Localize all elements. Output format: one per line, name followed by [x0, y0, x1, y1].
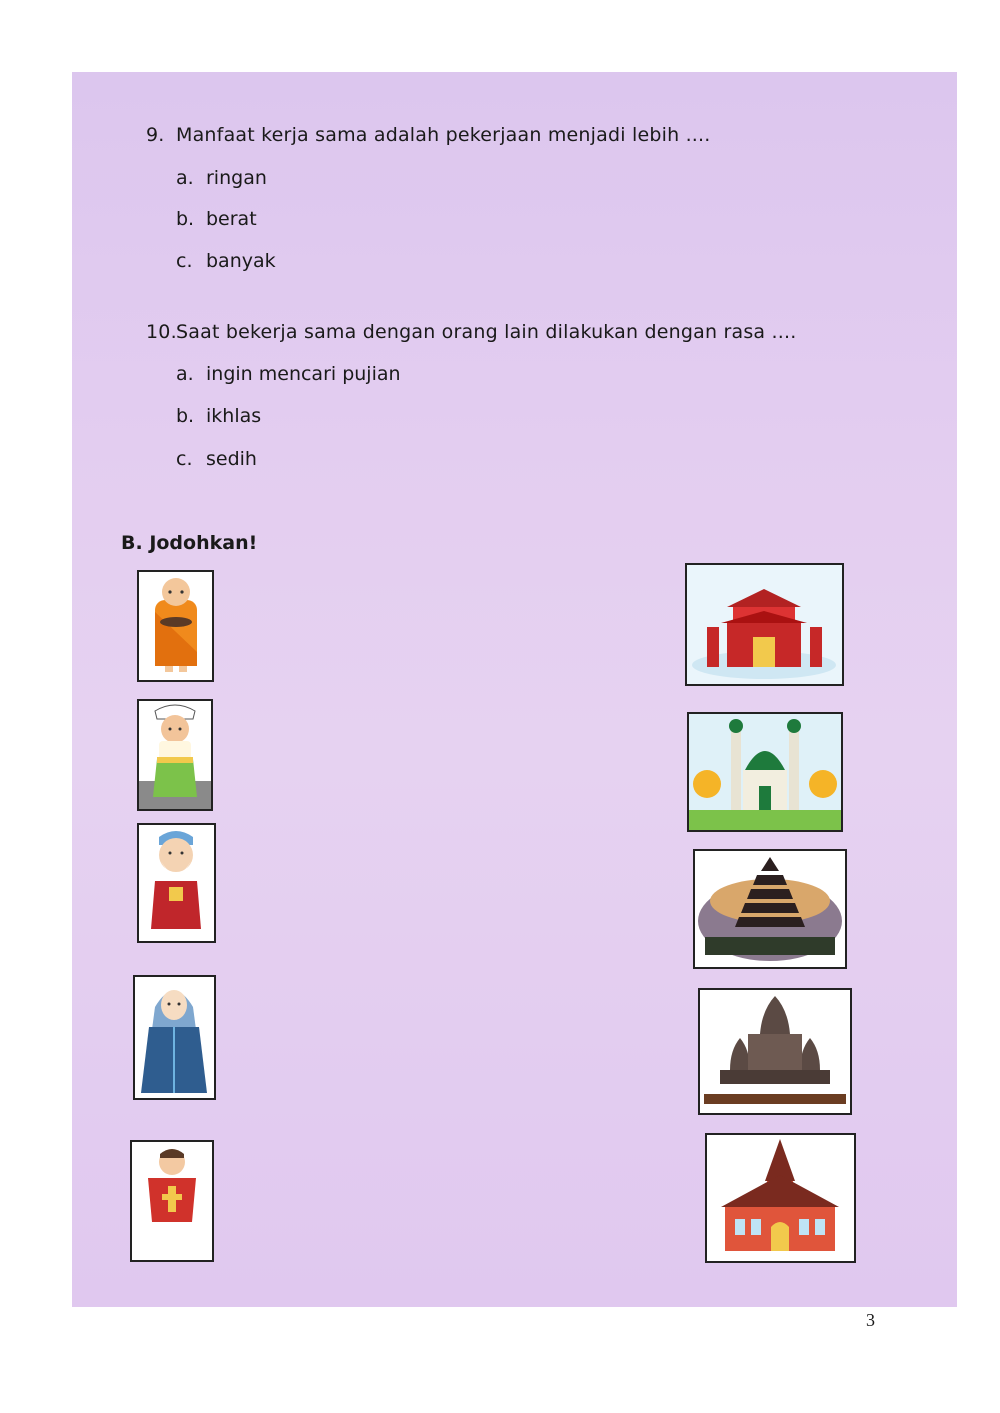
match-right-buddhist-temple[interactable]	[698, 988, 852, 1115]
option-letter: b.	[176, 405, 195, 427]
question-text: Saat bekerja sama dengan orang lain dilakukan dengan rasa ....	[176, 321, 797, 343]
match-right-church[interactable]	[705, 1133, 856, 1263]
catholic-priest-icon	[132, 1142, 212, 1260]
option-10a[interactable]	[176, 363, 401, 385]
option-text: ingin mencari pujian	[206, 363, 401, 385]
question-9	[146, 124, 711, 146]
match-right-bali-pura[interactable]	[693, 849, 847, 969]
option-letter: c.	[176, 250, 193, 272]
option-text: sedih	[206, 448, 257, 470]
match-left-muslim-woman[interactable]	[133, 975, 216, 1100]
question-10	[146, 321, 796, 343]
option-9b[interactable]	[176, 208, 257, 230]
option-letter: b.	[176, 208, 195, 230]
balinese-pura-icon	[695, 851, 845, 967]
section-title: B. Jodohkan!	[121, 532, 258, 554]
confucian-elder-icon	[139, 825, 214, 941]
option-9a[interactable]	[176, 167, 267, 189]
chinese-temple-icon	[687, 565, 842, 684]
match-left-bali-man[interactable]	[137, 699, 213, 811]
option-10b[interactable]	[176, 405, 261, 427]
match-left-monk[interactable]	[137, 570, 214, 682]
option-letter: a.	[176, 167, 194, 189]
option-text: ringan	[206, 167, 267, 189]
option-9c[interactable]	[176, 250, 276, 272]
church-icon	[707, 1135, 854, 1261]
option-text: banyak	[206, 250, 276, 272]
option-text: ikhlas	[206, 405, 262, 427]
balinese-hindu-man-icon	[139, 701, 211, 809]
option-10c[interactable]	[176, 448, 257, 470]
match-right-chinese-temple[interactable]	[685, 563, 844, 686]
question-number: 9.	[146, 124, 165, 146]
option-letter: a.	[176, 363, 194, 385]
muslim-woman-icon	[135, 977, 214, 1098]
match-right-mosque[interactable]	[687, 712, 843, 832]
buddhist-temple-icon	[700, 990, 850, 1113]
question-text: Manfaat kerja sama adalah pekerjaan menjadi lebih ....	[176, 124, 711, 146]
option-text: berat	[206, 208, 257, 230]
option-letter: c.	[176, 448, 193, 470]
page-number: 3	[866, 1310, 875, 1330]
buddhist-monk-icon	[139, 572, 212, 680]
match-left-priest[interactable]	[130, 1140, 214, 1262]
mosque-icon	[689, 714, 841, 830]
match-left-confucian[interactable]	[137, 823, 216, 943]
question-number: 10.	[146, 321, 177, 343]
